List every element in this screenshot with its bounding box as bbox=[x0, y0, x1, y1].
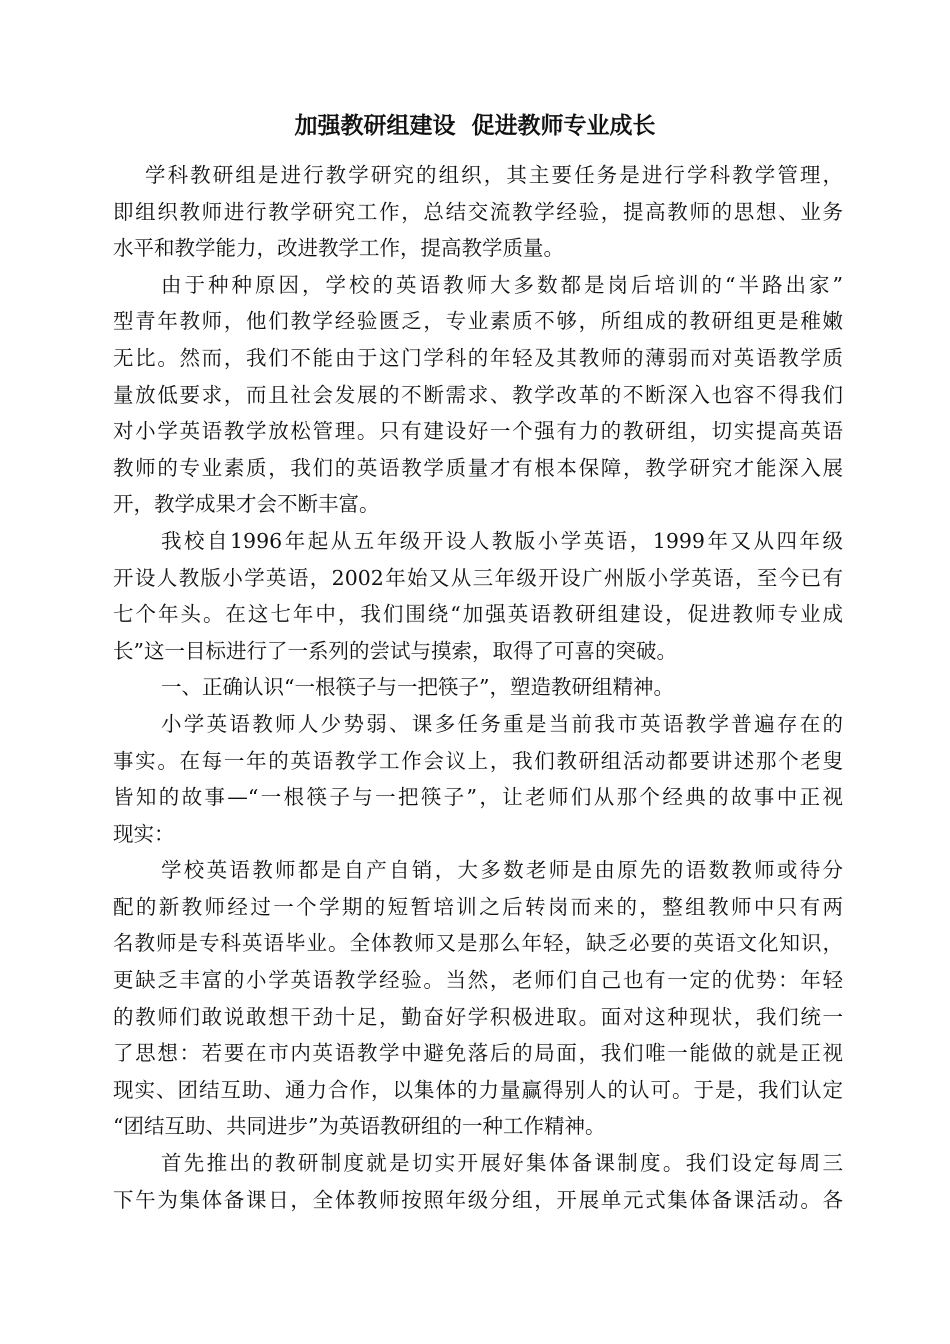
text-line: 的教师们敢说敢想干劲十足，勤奋好学积极进取。面对这种现状，我们统一 bbox=[113, 1004, 843, 1029]
text-line: 小学英语教师人少势弱、课多任务重是当前我市英语教学普遍存在的 bbox=[161, 711, 843, 736]
text-line: 皆知的故事—“一根筷子与一把筷子”，让老师们从那个经典的故事中正视 bbox=[113, 785, 843, 810]
text-line: 教师的专业素质，我们的英语教学质量才有根本保障，教学研究才能深入展 bbox=[113, 455, 843, 480]
text-line: 配的新教师经过一个学期的短暂培训之后转岗而来的，整组教师中只有两 bbox=[113, 894, 843, 919]
text-line: 学科教研组是进行教学研究的组织，其主要任务是进行学科教学管理， bbox=[145, 163, 843, 187]
paragraph-3 bbox=[113, 523, 843, 669]
paragraph-6 bbox=[113, 852, 843, 1145]
text-line: 对小学英语教学放松管理。只有建设好一个强有力的教研组，切实提高英语 bbox=[113, 419, 843, 444]
text-line: 开设人教版小学英语，2002年始又从三年级开设广州版小学英语，至今已有 bbox=[113, 565, 843, 590]
text-line: 一、正确认识“一根筷子与一把筷子”，塑造教研组精神。 bbox=[161, 675, 674, 700]
text-line: 事实。在每一年的英语教学工作会议上，我们教研组活动都要讲述那个老叟 bbox=[113, 748, 843, 773]
text-line: 型青年教师，他们教学经验匮乏，专业素质不够，所组成的教研组更是稚嫩 bbox=[113, 309, 843, 334]
text-line: 名教师是专科英语毕业。全体教师又是那么年轻，缺乏必要的英语文化知识， bbox=[113, 931, 843, 956]
paragraph-5 bbox=[113, 706, 843, 852]
text-line: 无比。然而，我们不能由于这门学科的年轻及其教师的薄弱而对英语教学质 bbox=[113, 345, 843, 370]
document-title: 加强教研组建设 促进教师专业成长 bbox=[294, 112, 656, 139]
text-line: 现实、团结互助、通力合作，以集体的力量赢得别人的认可。于是，我们认定 bbox=[113, 1077, 843, 1102]
text-line: 学校英语教师都是自产自销，大多数老师是由原先的语数教师或待分 bbox=[161, 858, 843, 883]
text-line: 由于种种原因，学校的英语教师大多数都是岗后培训的“半路出家” bbox=[161, 272, 843, 297]
text-line: 了思想：若要在市内英语教学中避免落后的局面，我们唯一能做的就是正视 bbox=[113, 1041, 843, 1066]
section-heading-1 bbox=[113, 669, 843, 706]
paragraph-2 bbox=[113, 267, 843, 523]
text-line: 水平和教学能力，改进教学工作，提高教学质量。 bbox=[113, 236, 564, 261]
text-line: 首先推出的教研制度就是切实开展好集体备课制度。我们设定每周三 bbox=[161, 1151, 843, 1176]
text-line: 长”这一目标进行了一系列的尝试与摸索，取得了可喜的突破。 bbox=[113, 638, 677, 663]
text-line: 现实： bbox=[113, 821, 175, 846]
text-line: “团结互助、共同进步”为英语教研组的一种工作精神。 bbox=[113, 1114, 606, 1139]
text-line: 开，教学成果才会不断丰富。 bbox=[113, 492, 380, 517]
text-line: 我校自1996年起从五年级开设人教版小学英语，1999年又从四年级 bbox=[161, 528, 843, 553]
document-body bbox=[113, 157, 843, 1218]
text-line: 即组织教师进行教学研究工作，总结交流教学经验，提高教师的思想、业务 bbox=[113, 199, 843, 224]
text-line: 下午为集体备课日，全体教师按照年级分组，开展单元式集体备课活动。各 bbox=[113, 1187, 843, 1212]
text-line: 七个年头。在这七年中，我们围绕“加强英语教研组建设，促进教师专业成 bbox=[113, 602, 843, 627]
text-line: 量放低要求，而且社会发展的不断需求、教学改革的不断深入也容不得我们 bbox=[113, 382, 843, 407]
text-line: 更缺乏丰富的小学英语教学经验。当然，老师们自己也有一定的优势：年轻 bbox=[113, 968, 843, 993]
paragraph-1 bbox=[113, 157, 843, 267]
paragraph-7 bbox=[113, 1145, 843, 1218]
